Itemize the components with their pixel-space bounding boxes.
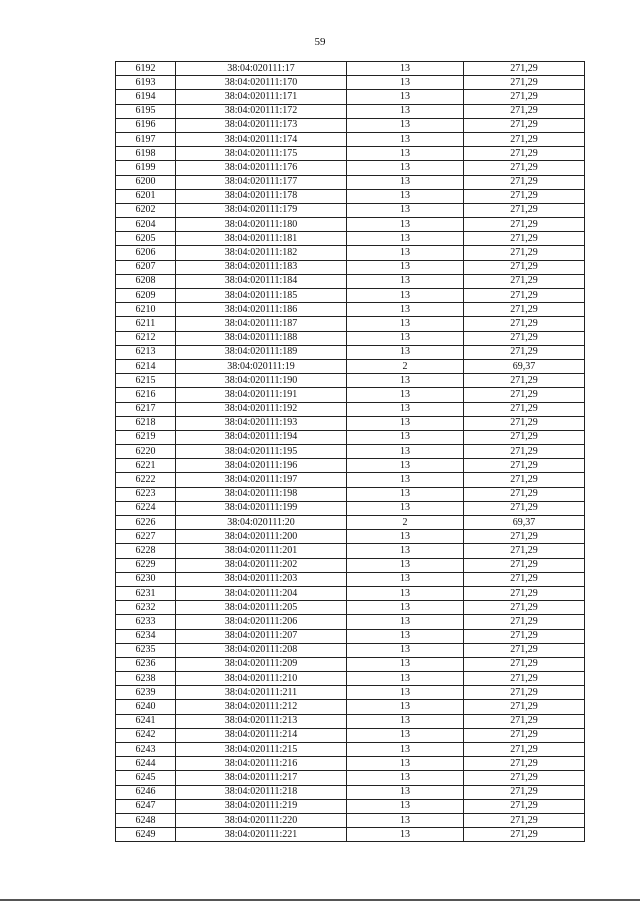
row-number-cell: 6231 [116,586,176,600]
share-cell: 13 [347,232,464,246]
row-number-cell: 6192 [116,62,176,76]
cadastral-number-cell: 38:04:020111:186 [176,303,347,317]
cadastral-number-cell: 38:04:020111:221 [176,828,347,842]
share-cell: 13 [347,147,464,161]
table-row [116,516,585,530]
cadastral-number-cell: 38:04:020111:208 [176,643,347,657]
table-row [116,189,585,203]
table-row [116,615,585,629]
share-cell: 13 [347,743,464,757]
share-cell: 13 [347,728,464,742]
area-cell: 271,29 [464,700,585,714]
row-number-cell: 6232 [116,601,176,615]
share-cell: 13 [347,274,464,288]
row-number-cell: 6230 [116,572,176,586]
cadastral-number-cell: 38:04:020111:171 [176,90,347,104]
cadastral-number-cell: 38:04:020111:176 [176,161,347,175]
area-cell: 271,29 [464,743,585,757]
area-cell: 271,29 [464,246,585,260]
cadastral-number-cell: 38:04:020111:209 [176,657,347,671]
share-cell: 13 [347,799,464,813]
share-cell: 13 [347,530,464,544]
share-cell: 13 [347,345,464,359]
row-number-cell: 6239 [116,686,176,700]
share-cell: 13 [347,586,464,600]
area-cell: 271,29 [464,530,585,544]
table-row [116,686,585,700]
cadastral-number-cell: 38:04:020111:201 [176,544,347,558]
area-cell: 271,29 [464,445,585,459]
area-cell: 271,29 [464,558,585,572]
row-number-cell: 6208 [116,274,176,288]
cadastral-number-cell: 38:04:020111:195 [176,445,347,459]
area-cell: 271,29 [464,828,585,842]
row-number-cell: 6206 [116,246,176,260]
row-number-cell: 6216 [116,388,176,402]
area-cell: 271,29 [464,430,585,444]
row-number-cell: 6243 [116,743,176,757]
share-cell: 13 [347,76,464,90]
cadastral-number-cell: 38:04:020111:210 [176,672,347,686]
area-cell: 271,29 [464,686,585,700]
area-cell: 271,29 [464,175,585,189]
table-row [116,374,585,388]
table-row [116,161,585,175]
cadastral-number-cell: 38:04:020111:218 [176,785,347,799]
table-row [116,118,585,132]
area-cell: 271,29 [464,289,585,303]
area-cell: 271,29 [464,459,585,473]
share-cell: 13 [347,430,464,444]
row-number-cell: 6246 [116,785,176,799]
row-number-cell: 6220 [116,445,176,459]
cadastral-number-cell: 38:04:020111:216 [176,757,347,771]
area-cell: 271,29 [464,132,585,146]
table-row [116,430,585,444]
area-cell: 271,29 [464,317,585,331]
area-cell: 271,29 [464,672,585,686]
table-row [116,487,585,501]
table-row [116,473,585,487]
area-cell: 69,37 [464,516,585,530]
cadastral-number-cell: 38:04:020111:188 [176,331,347,345]
table-row [116,657,585,671]
table-row [116,601,585,615]
table-row [116,813,585,827]
share-cell: 2 [347,359,464,373]
table-row [116,743,585,757]
table-row [116,828,585,842]
area-cell: 271,29 [464,586,585,600]
table-row [116,402,585,416]
cadastral-number-cell: 38:04:020111:220 [176,813,347,827]
row-number-cell: 6194 [116,90,176,104]
cadastral-number-cell: 38:04:020111:217 [176,771,347,785]
area-cell: 69,37 [464,359,585,373]
table-row [116,629,585,643]
cadastral-number-cell: 38:04:020111:182 [176,246,347,260]
share-cell: 13 [347,218,464,232]
share-cell: 13 [347,813,464,827]
cadastral-number-cell: 38:04:020111:194 [176,430,347,444]
table-row [116,530,585,544]
area-cell: 271,29 [464,572,585,586]
share-cell: 13 [347,686,464,700]
cadastral-number-cell: 38:04:020111:200 [176,530,347,544]
cadastral-number-cell: 38:04:020111:203 [176,572,347,586]
table-row [116,289,585,303]
row-number-cell: 6221 [116,459,176,473]
cadastral-number-cell: 38:04:020111:191 [176,388,347,402]
area-cell: 271,29 [464,402,585,416]
cadastral-number-cell: 38:04:020111:196 [176,459,347,473]
row-number-cell: 6202 [116,203,176,217]
cadastral-number-cell: 38:04:020111:17 [176,62,347,76]
row-number-cell: 6205 [116,232,176,246]
share-cell: 13 [347,62,464,76]
table-row [116,785,585,799]
cadastral-number-cell: 38:04:020111:170 [176,76,347,90]
area-cell: 271,29 [464,189,585,203]
share-cell: 13 [347,317,464,331]
area-cell: 271,29 [464,147,585,161]
cadastral-number-cell: 38:04:020111:183 [176,260,347,274]
cadastral-number-cell: 38:04:020111:214 [176,728,347,742]
area-cell: 271,29 [464,714,585,728]
page-number: 59 [314,36,326,48]
share-cell: 13 [347,416,464,430]
area-cell: 271,29 [464,771,585,785]
land-parcel-table [115,61,585,842]
cadastral-number-cell: 38:04:020111:193 [176,416,347,430]
table-row [116,572,585,586]
share-cell: 13 [347,473,464,487]
table-row [116,388,585,402]
cadastral-number-cell: 38:04:020111:190 [176,374,347,388]
row-number-cell: 6217 [116,402,176,416]
table-row [116,232,585,246]
share-cell: 13 [347,757,464,771]
cadastral-number-cell: 38:04:020111:197 [176,473,347,487]
row-number-cell: 6200 [116,175,176,189]
table-row [116,331,585,345]
row-number-cell: 6241 [116,714,176,728]
cadastral-number-cell: 38:04:020111:199 [176,501,347,515]
area-cell: 271,29 [464,487,585,501]
area-cell: 271,29 [464,274,585,288]
table-row [116,260,585,274]
share-cell: 2 [347,516,464,530]
share-cell: 13 [347,601,464,615]
share-cell: 13 [347,487,464,501]
row-number-cell: 6247 [116,799,176,813]
row-number-cell: 6204 [116,218,176,232]
cadastral-number-cell: 38:04:020111:177 [176,175,347,189]
row-number-cell: 6235 [116,643,176,657]
share-cell: 13 [347,132,464,146]
area-cell: 271,29 [464,473,585,487]
table-row [116,90,585,104]
share-cell: 13 [347,118,464,132]
table-row [116,62,585,76]
cadastral-number-cell: 38:04:020111:204 [176,586,347,600]
area-cell: 271,29 [464,615,585,629]
share-cell: 13 [347,771,464,785]
table-row [116,317,585,331]
share-cell: 13 [347,260,464,274]
share-cell: 13 [347,828,464,842]
area-cell: 271,29 [464,303,585,317]
cadastral-number-cell: 38:04:020111:175 [176,147,347,161]
cadastral-number-cell: 38:04:020111:215 [176,743,347,757]
row-number-cell: 6227 [116,530,176,544]
table-row [116,501,585,515]
share-cell: 13 [347,643,464,657]
cadastral-number-cell: 38:04:020111:219 [176,799,347,813]
row-number-cell: 6207 [116,260,176,274]
share-cell: 13 [347,402,464,416]
table-row [116,544,585,558]
table-row [116,714,585,728]
area-cell: 271,29 [464,785,585,799]
table-row [116,132,585,146]
row-number-cell: 6211 [116,317,176,331]
row-number-cell: 6193 [116,76,176,90]
table-row [116,203,585,217]
table-row [116,799,585,813]
cadastral-number-cell: 38:04:020111:187 [176,317,347,331]
table-row [116,757,585,771]
share-cell: 13 [347,700,464,714]
cadastral-number-cell: 38:04:020111:206 [176,615,347,629]
share-cell: 13 [347,445,464,459]
table-row [116,643,585,657]
row-number-cell: 6222 [116,473,176,487]
cadastral-number-cell: 38:04:020111:211 [176,686,347,700]
row-number-cell: 6223 [116,487,176,501]
area-cell: 271,29 [464,657,585,671]
cadastral-number-cell: 38:04:020111:212 [176,700,347,714]
share-cell: 13 [347,657,464,671]
cadastral-number-cell: 38:04:020111:20 [176,516,347,530]
share-cell: 13 [347,189,464,203]
table-row [116,303,585,317]
row-number-cell: 6199 [116,161,176,175]
area-cell: 271,29 [464,232,585,246]
share-cell: 13 [347,175,464,189]
table-row [116,274,585,288]
area-cell: 271,29 [464,118,585,132]
table-row [116,459,585,473]
row-number-cell: 6197 [116,132,176,146]
share-cell: 13 [347,104,464,118]
row-number-cell: 6209 [116,289,176,303]
row-number-cell: 6224 [116,501,176,515]
table-row [116,345,585,359]
share-cell: 13 [347,459,464,473]
table-row [116,672,585,686]
cadastral-number-cell: 38:04:020111:213 [176,714,347,728]
row-number-cell: 6248 [116,813,176,827]
row-number-cell: 6236 [116,657,176,671]
table-row [116,175,585,189]
row-number-cell: 6210 [116,303,176,317]
cadastral-number-cell: 38:04:020111:174 [176,132,347,146]
cadastral-number-cell: 38:04:020111:19 [176,359,347,373]
table-body [116,62,585,842]
row-number-cell: 6234 [116,629,176,643]
share-cell: 13 [347,374,464,388]
table-row [116,558,585,572]
share-cell: 13 [347,615,464,629]
cadastral-number-cell: 38:04:020111:192 [176,402,347,416]
row-number-cell: 6228 [116,544,176,558]
cadastral-number-cell: 38:04:020111:172 [176,104,347,118]
row-number-cell: 6229 [116,558,176,572]
row-number-cell: 6201 [116,189,176,203]
row-number-cell: 6213 [116,345,176,359]
cadastral-number-cell: 38:04:020111:179 [176,203,347,217]
share-cell: 13 [347,572,464,586]
area-cell: 271,29 [464,629,585,643]
cadastral-number-cell: 38:04:020111:189 [176,345,347,359]
area-cell: 271,29 [464,757,585,771]
area-cell: 271,29 [464,331,585,345]
cadastral-number-cell: 38:04:020111:205 [176,601,347,615]
share-cell: 13 [347,544,464,558]
row-number-cell: 6249 [116,828,176,842]
cadastral-number-cell: 38:04:020111:207 [176,629,347,643]
row-number-cell: 6226 [116,516,176,530]
row-number-cell: 6233 [116,615,176,629]
share-cell: 13 [347,501,464,515]
area-cell: 271,29 [464,728,585,742]
table-row [116,586,585,600]
cadastral-number-cell: 38:04:020111:181 [176,232,347,246]
area-cell: 271,29 [464,62,585,76]
share-cell: 13 [347,331,464,345]
cadastral-number-cell: 38:04:020111:185 [176,289,347,303]
table-row [116,76,585,90]
row-number-cell: 6196 [116,118,176,132]
area-cell: 271,29 [464,813,585,827]
row-number-cell: 6218 [116,416,176,430]
share-cell: 13 [347,246,464,260]
area-cell: 271,29 [464,260,585,274]
area-cell: 271,29 [464,345,585,359]
cadastral-number-cell: 38:04:020111:178 [176,189,347,203]
share-cell: 13 [347,785,464,799]
area-cell: 271,29 [464,203,585,217]
table-row [116,771,585,785]
row-number-cell: 6240 [116,700,176,714]
table-row [116,104,585,118]
cadastral-number-cell: 38:04:020111:173 [176,118,347,132]
bottom-scan-edge [0,899,640,901]
share-cell: 13 [347,558,464,572]
area-cell: 271,29 [464,374,585,388]
row-number-cell: 6195 [116,104,176,118]
share-cell: 13 [347,629,464,643]
share-cell: 13 [347,90,464,104]
share-cell: 13 [347,303,464,317]
table-row [116,359,585,373]
area-cell: 271,29 [464,643,585,657]
share-cell: 13 [347,388,464,402]
area-cell: 271,29 [464,104,585,118]
row-number-cell: 6215 [116,374,176,388]
row-number-cell: 6242 [116,728,176,742]
table-row [116,700,585,714]
share-cell: 13 [347,714,464,728]
cadastral-number-cell: 38:04:020111:202 [176,558,347,572]
area-cell: 271,29 [464,416,585,430]
table-row [116,416,585,430]
share-cell: 13 [347,161,464,175]
cadastral-number-cell: 38:04:020111:180 [176,218,347,232]
area-cell: 271,29 [464,544,585,558]
row-number-cell: 6214 [116,359,176,373]
table-row [116,147,585,161]
cadastral-number-cell: 38:04:020111:184 [176,274,347,288]
area-cell: 271,29 [464,501,585,515]
area-cell: 271,29 [464,388,585,402]
area-cell: 271,29 [464,161,585,175]
area-cell: 271,29 [464,90,585,104]
share-cell: 13 [347,289,464,303]
row-number-cell: 6212 [116,331,176,345]
table-row [116,445,585,459]
share-cell: 13 [347,672,464,686]
row-number-cell: 6219 [116,430,176,444]
share-cell: 13 [347,203,464,217]
row-number-cell: 6244 [116,757,176,771]
cadastral-number-cell: 38:04:020111:198 [176,487,347,501]
table-row [116,246,585,260]
area-cell: 271,29 [464,218,585,232]
table-row [116,728,585,742]
area-cell: 271,29 [464,799,585,813]
area-cell: 271,29 [464,76,585,90]
row-number-cell: 6238 [116,672,176,686]
row-number-cell: 6198 [116,147,176,161]
area-cell: 271,29 [464,601,585,615]
row-number-cell: 6245 [116,771,176,785]
table-row [116,218,585,232]
